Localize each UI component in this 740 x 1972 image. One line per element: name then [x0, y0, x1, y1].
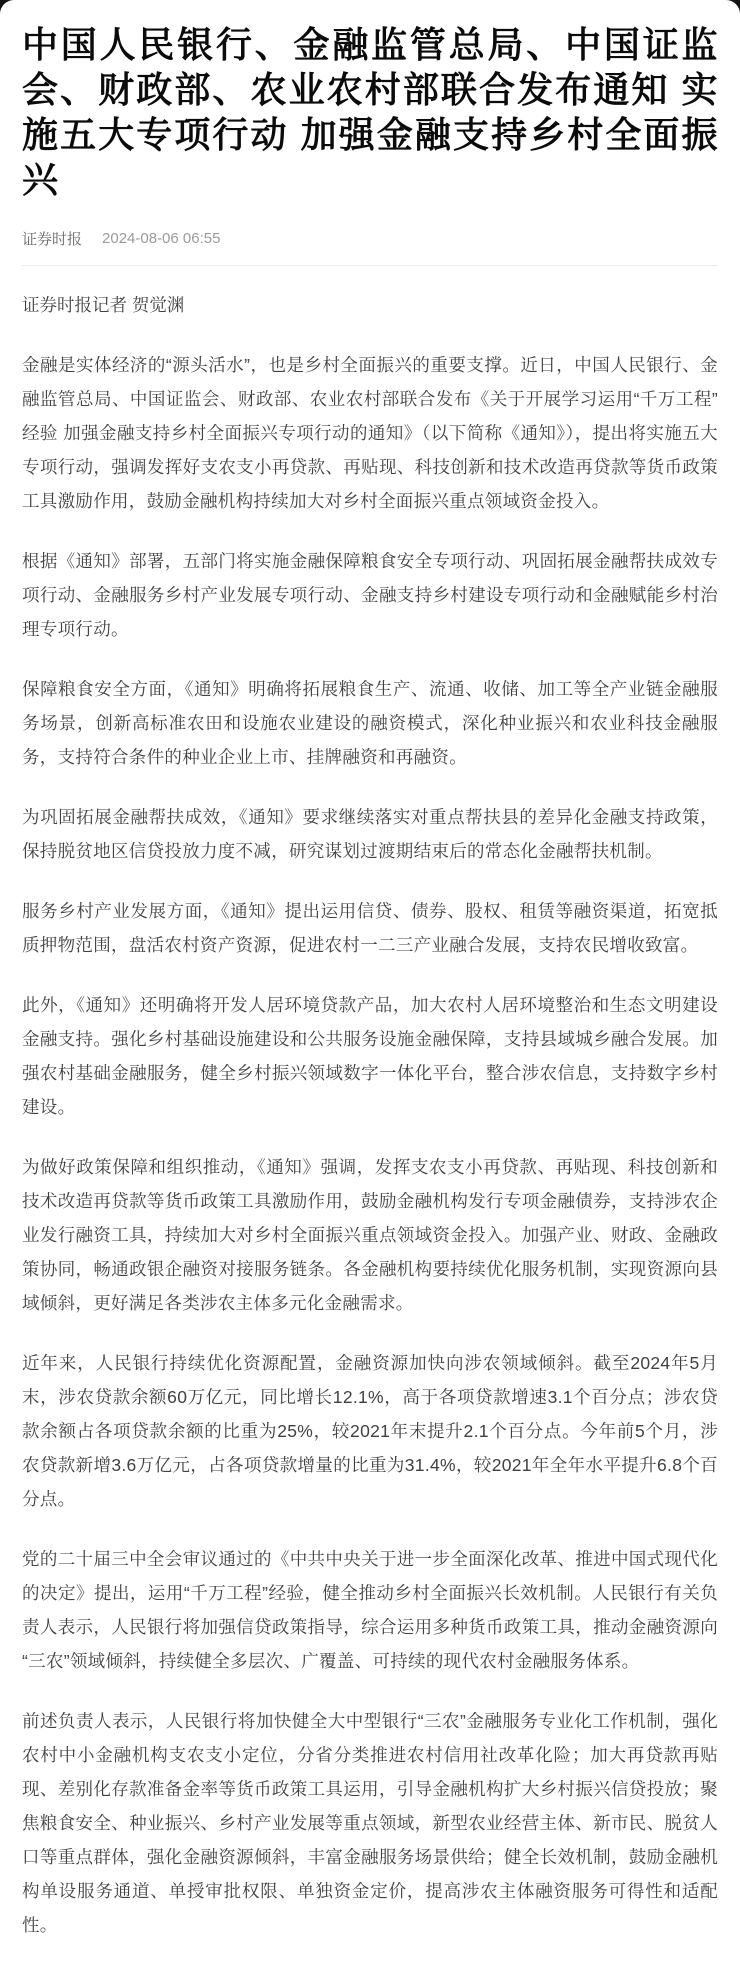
- article-paragraph: 党的二十届三中全会审议通过的《中共中央关于进一步全面深化改革、推进中国式现代化的决定》提出，运用“千万工程”经验，健全推动乡村全面振兴长效机制。人民银行有关负责人表示，人民银行将加强信贷政策指导，综合运用多种货币政策工具，推动金融资源向“三农”领域倾斜，持续健全多层次、广覆盖、可持续的现代农村金融服务体系。: [22, 1549, 718, 1671]
- publish-timestamp: 2024-08-06 06:55: [102, 230, 221, 247]
- header-divider: [22, 265, 718, 266]
- article-paragraph: 金融是实体经济的“源头活水”，也是乡村全面振兴的重要支撑。近日，中国人民银行、金融监管总局、中国证监会、财政部、农业农村部联合发布《关于开展学习运用“千万工程”经验 加强金融支持乡村全面振兴专项行动的通知》（以下简称《通知》），提出将实施五大专项行动，强调发挥好支农支小再贷款、再贴现、科技创新和技术改造再贷款等货币政策工具激励作用，鼓励金融机构持续加大对乡村全面振兴重点领域资金投入。: [22, 355, 718, 511]
- article-paragraph: 为做好政策保障和组织推动，《通知》强调，发挥支农支小再贷款、再贴现、科技创新和技术改造再贷款等货币政策工具激励作用，鼓励金融机构发行专项金融债券，支持涉农企业发行融资工具，持续加大对乡村全面振兴重点领域资金投入。加强产业、财政、金融政策协同，畅通政银企融资对接服务链条。各金融机构要持续优化服务机制，实现资源向县域倾斜，更好满足各类涉农主体多元化金融需求。: [22, 1157, 718, 1313]
- article-body: [22, 348, 718, 1942]
- article-paragraph: 前述负责人表示，人民银行将加快健全大中型银行“三农”金融服务专业化工作机制，强化农村中小金融机构支农支小定位，分省分类推进农村信用社改革化险；加大再贷款再贴现、差别化存款准备金率等货币政策工具运用，引导金融机构扩大乡村振兴信贷投放；聚焦粮食安全、种业振兴、乡村产业发展等重点领域，新型农业经营主体、新市民、脱贫人口等重点群体，强化金融资源倾斜，丰富金融服务场景供给；健全长效机制，鼓励金融机构单设服务通道、单授审批权限、单独资金定价，提高涉农主体融资服务可得性和适配性。: [22, 1711, 718, 1935]
- byline: 证券时报记者 贺觉渊: [22, 295, 185, 315]
- screen-corner-top-right: [726, 0, 740, 14]
- article-paragraph: 为巩固拓展金融帮扶成效，《通知》要求继续落实对重点帮扶县的差异化金融支持政策，保持脱贫地区信贷投放力度不减，研究谋划过渡期结束后的常态化金融帮扶机制。: [22, 807, 718, 861]
- source-name[interactable]: 证券时报: [22, 231, 83, 248]
- article-paragraph: 保障粮食安全方面，《通知》明确将拓展粮食生产、流通、收储、加工等全产业链金融服务场景，创新高标准农田和设施农业建设的融资模式，深化种业振兴和农业科技金融服务，支持符合条件的种业企业上市、挂牌融资和再融资。: [22, 679, 718, 767]
- article-paragraph: 根据《通知》部署，五部门将实施金融保障粮食安全专项行动、巩固拓展金融帮扶成效专项行动、金融服务乡村产业发展专项行动、金融支持乡村建设专项行动和金融赋能乡村治理专项行动。: [22, 551, 718, 639]
- article-title: 中国人民银行、金融监管总局、中国证监会、财政部、农业农村部联合发布通知 实施五大专项行动 加强金融支持乡村全面振兴: [22, 24, 718, 200]
- article-paragraph: 近年来，人民银行持续优化资源配置，金融资源加快向涉农领域倾斜。截至2024年5月末，涉农贷款余额60万亿元，同比增长12.1%，高于各项贷款增速3.1个百分点；涉农贷款余额占各项贷款余额的比重为25%，较2021年末提升2.1个百分点。今年前5个月，涉农贷款新增3.6万亿元，占各项贷款增量的比重为31.4%，较2021年全年水平提升6.8个百分点。: [22, 1353, 718, 1509]
- article-paragraph: 此外，《通知》还明确将开发人居环境贷款产品，加大农村人居环境整治和生态文明建设金融支持。强化乡村基础设施建设和公共服务设施金融保障，支持县域城乡融合发展。加强农村基础金融服务，健全乡村振兴领域数字一体化平台，整合涉农信息，支持数字乡村建设。: [22, 995, 718, 1117]
- article-paragraph: 服务乡村产业发展方面，《通知》提出运用信贷、债券、股权、租赁等融资渠道，拓宽抵质押物范围，盘活农村资产资源，促进农村一二三产业融合发展，支持农民增收致富。: [22, 901, 718, 955]
- screen-corner-top-left: [0, 0, 14, 14]
- article-meta-row: [22, 228, 718, 249]
